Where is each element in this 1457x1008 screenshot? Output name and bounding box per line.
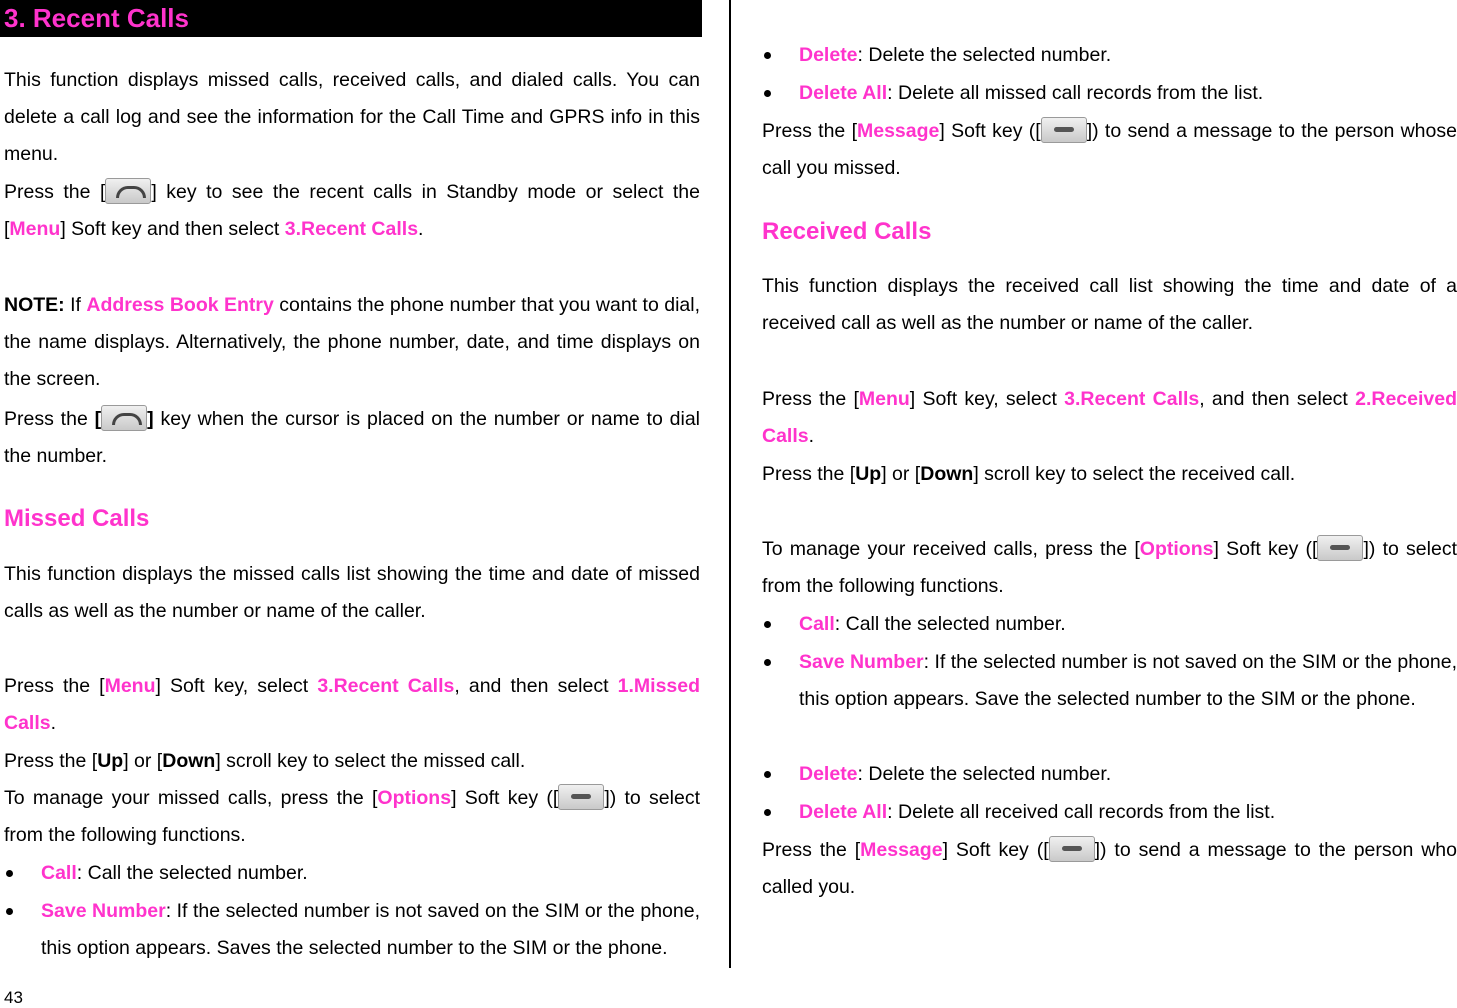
soft-key-icon bbox=[558, 784, 604, 810]
missed-desc: This function displays the missed calls list showing the time and date of missed calls as well as the number or name of the caller. bbox=[4, 563, 700, 622]
missed-message-paragraph: Press the [Message] Soft key ([ ]) to send a message to the person whose call you missed. bbox=[762, 113, 1457, 187]
received-message-paragraph: Press the [Message] Soft key ([ ]) to send a message to the person who called you. bbox=[762, 832, 1457, 906]
missed-press-paragraph: Press the [Menu] Soft key, select 3.Recent Calls, and then select 1.Missed Calls. bbox=[4, 675, 701, 734]
received-manage-paragraph: To manage your received calls, press the [Options] Soft key ([ ]) to select from the following functions. bbox=[762, 531, 1457, 605]
received-desc: This function displays the received call list showing the time and date of a received call as well as the number or name of the caller. bbox=[762, 275, 1457, 334]
missed-manage-paragraph: To manage your missed calls, press the [Options] Soft key ([ ]) to select from the following functions. bbox=[4, 780, 700, 854]
intro-paragraph: This function displays missed calls, received calls, and dialed calls. You can delete a call log and see the information for the Call Time and GPRS info in this menu. bbox=[4, 69, 700, 165]
list-item: Delete All: Delete all missed call records from the list. bbox=[799, 82, 1264, 104]
received-scroll-paragraph: Press the [Up] or [Down] scroll key to select the received call. bbox=[762, 463, 1296, 485]
soft-key-icon bbox=[1317, 535, 1363, 561]
note-label: NOTE: bbox=[4, 294, 65, 316]
send-key-icon bbox=[105, 178, 151, 204]
list-item: Call: Call the selected number. bbox=[41, 862, 308, 884]
received-press-paragraph: Press the [Menu] Soft key, select 3.Recent Calls, and then select 2.Received Calls. bbox=[762, 388, 1457, 447]
missed-calls-heading: Missed Calls bbox=[4, 505, 150, 532]
missed-scroll-paragraph: Press the [Up] or [Down] scroll key to select the missed call. bbox=[4, 750, 526, 772]
send-key-icon bbox=[101, 405, 147, 431]
section-title-bar bbox=[0, 0, 702, 37]
note-paragraph: NOTE: If Address Book Entry contains the phone number that you want to dial, the name displays. Alternatively, the phone number, date, and time displays on the screen. bbox=[4, 294, 700, 390]
section-title: 3. Recent Calls bbox=[4, 3, 189, 33]
list-item: Delete All: Delete all received call records from the list. bbox=[799, 801, 1276, 823]
list-item: Save Number: If the selected number is not saved on the SIM or the phone, this option appears. Saves the selected number to the SIM or the phone. bbox=[41, 900, 701, 959]
menu-label: Menu bbox=[9, 218, 61, 240]
soft-key-icon bbox=[1049, 836, 1095, 862]
page-number: 43 bbox=[4, 988, 23, 1007]
list-item: Delete: Delete the selected number. bbox=[799, 44, 1112, 66]
recent-calls-label: 3.Recent Calls bbox=[284, 218, 419, 240]
list-item: Save Number: If the selected number is not saved on the SIM or the phone, this option appears. Save the selected number to the SIM or the phone. bbox=[799, 651, 1457, 710]
address-book-label: Address Book Entry bbox=[86, 294, 274, 316]
list-item: Call: Call the selected number. bbox=[799, 613, 1066, 635]
note-press-paragraph: Press the [ ] key when the cursor is placed on the number or name to dial the number. bbox=[4, 401, 700, 475]
list-item: Delete: Delete the selected number. bbox=[799, 763, 1112, 785]
soft-key-icon bbox=[1041, 117, 1087, 143]
column-divider bbox=[729, 0, 731, 968]
intro-press-paragraph: Press the [ ] key to see the recent calls in Standby mode or select the [Menu] Soft key and then select 3.Recent Calls. bbox=[4, 174, 700, 248]
received-calls-heading: Received Calls bbox=[762, 218, 932, 245]
